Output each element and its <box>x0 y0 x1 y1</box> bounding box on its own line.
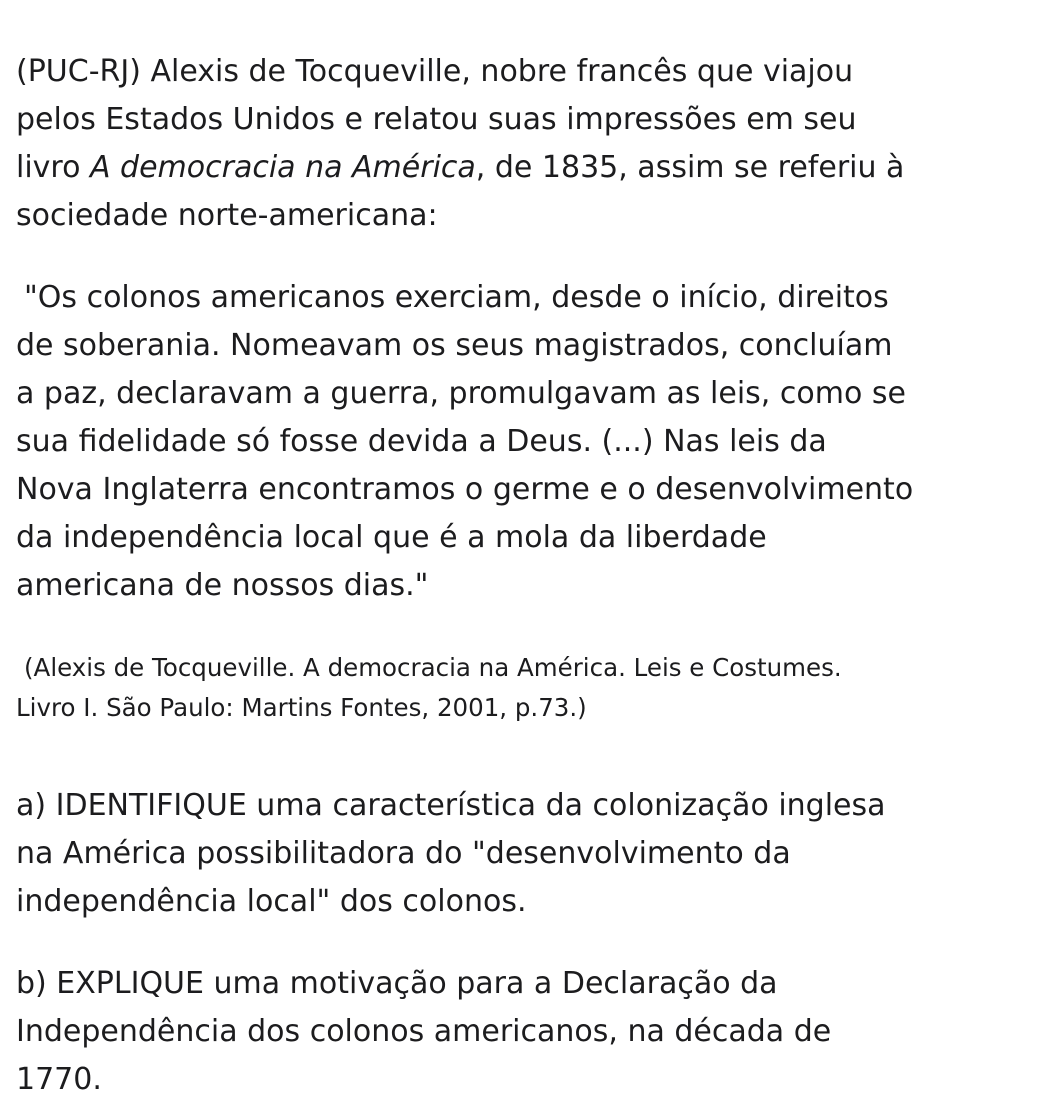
intro-line-3-pre: livro <box>16 150 90 185</box>
document-body <box>16 48 1056 1104</box>
intro-paragraph <box>16 48 1056 240</box>
intro-line-2: pelos Estados Unidos e relatou suas impressões em seu <box>16 102 857 137</box>
intro-line-1-text: Alexis de Tocqueville, nobre francês que viajou <box>150 54 854 89</box>
intro-line-1 <box>16 48 1056 96</box>
question-b-line: 1770. <box>16 1062 102 1097</box>
question-a <box>16 782 1056 926</box>
quote-line: de soberania. Nomeavam os seus magistrados, concluíam <box>16 328 893 363</box>
quote-line: sua fidelidade só fosse devida a Deus. (...) Nas leis da <box>16 424 827 459</box>
intro-line-4: sociedade norte-americana: <box>16 198 438 233</box>
intro-line-3-post: , de 1835, assim se referiu à <box>475 150 905 185</box>
question-a-line: independência local" dos colonos. <box>16 884 527 919</box>
question-b <box>16 960 1056 1104</box>
book-title: A democracia na América <box>90 150 476 185</box>
exam-source: (PUC-RJ) <box>16 54 141 89</box>
question-b-line: Independência dos colonos americanos, na década de <box>16 1014 832 1049</box>
question-a-line: a) IDENTIFIQUE uma característica da colonização inglesa <box>16 788 886 823</box>
quote-line: "Os colonos americanos exerciam, desde o início, direitos <box>24 280 889 315</box>
quote-line: a paz, declaravam a guerra, promulgavam as leis, como se <box>16 376 906 411</box>
citation-line: Livro I. São Paulo: Martins Fontes, 2001, p.73.) <box>16 693 587 722</box>
citation-line: (Alexis de Tocqueville. A democracia na América. Leis e Costumes. <box>24 653 842 682</box>
quote-paragraph <box>16 274 1056 610</box>
quote-line: da independência local que é a mola da liberdade <box>16 520 767 555</box>
quote-line: americana de nossos dias." <box>16 568 429 603</box>
citation <box>16 648 1056 728</box>
intro-line-3 <box>16 144 1056 192</box>
quote-line: Nova Inglaterra encontramos o germe e o desenvolvimento <box>16 472 914 507</box>
question-a-line: na América possibilitadora do "desenvolvimento da <box>16 836 791 871</box>
question-b-line: b) EXPLIQUE uma motivação para a Declaração da <box>16 966 778 1001</box>
